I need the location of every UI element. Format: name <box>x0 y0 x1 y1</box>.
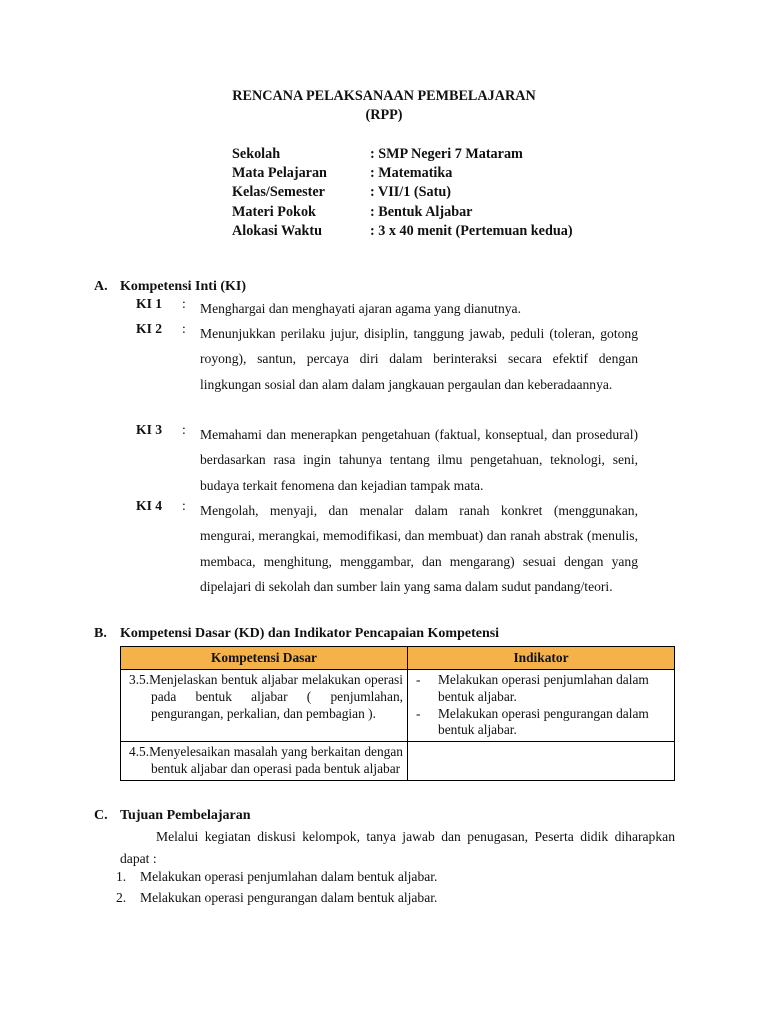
info-label: Mata Pelajaran <box>232 165 327 182</box>
info-row-time <box>232 222 573 241</box>
section-letter: A. <box>94 279 108 294</box>
indicator-cell <box>408 670 675 742</box>
indicator-dash: - <box>416 705 421 721</box>
list-item <box>116 887 437 908</box>
info-label: Alokasi Waktu <box>232 222 323 239</box>
goal-number: 2. <box>116 890 127 905</box>
indicator-cell <box>408 742 675 781</box>
info-label: Sekolah <box>232 146 281 162</box>
indicator-item <box>416 706 670 740</box>
info-value: : Matematika <box>370 165 453 182</box>
section-b-heading <box>94 626 499 642</box>
goal-number: 1. <box>116 869 127 884</box>
info-label: Kelas/Semester <box>232 184 325 201</box>
ki-colon: : <box>182 498 186 513</box>
info-row-class <box>232 183 573 202</box>
info-label: Materi Pokok <box>232 203 316 220</box>
indicator-dash: - <box>416 672 421 687</box>
info-value: : Bentuk Aljabar <box>370 203 473 220</box>
indicator-text: Melakukan operasi penjumlahan dalam bentuk aljabar. <box>438 672 649 704</box>
ki-code: KI 2 <box>136 321 163 336</box>
kd-indicator-table <box>120 646 675 781</box>
ki-text: Menghargai dan menghayati ajaran agama yang dianutnya. <box>200 301 521 316</box>
section-c-heading <box>94 808 251 824</box>
kd-text: 3.5.Menjelaskan bentuk aljabar melakukan operasi pada bentuk aljabar ( penjumlahan, pengurangan, perkalian, dan pembagian ). <box>129 672 403 721</box>
goal-text: Melakukan operasi pengurangan dalam bentuk aljabar. <box>140 890 438 905</box>
ki-text: Mengolah, menyaji, dan menalar dalam ranah konkret (menggunakan, mengurai, merangkai, memodifikasi, dan membuat) dan ranah abstrak (menulis, membaca, menghitung, menggambar, dan mengarang) sesuai dengan yang dipelajari di sekolah dan sumber lain yang sama dalam sudut pandang/teori. <box>200 503 638 594</box>
table-row <box>121 742 675 781</box>
info-value: : VII/1 (Satu) <box>370 184 451 201</box>
kd-cell <box>121 742 408 781</box>
table-header-row <box>121 647 675 670</box>
ki-colon: : <box>182 422 186 437</box>
section-a-heading <box>94 279 246 295</box>
info-value: : SMP Negeri 7 Mataram <box>370 146 523 162</box>
indicator-item <box>416 672 670 706</box>
section-title: Kompetensi Dasar (KD) dan Indikator Pencapaian Kompetensi <box>120 626 500 641</box>
list-item <box>116 866 437 887</box>
ki-text: Memahami dan menerapkan pengetahuan (faktual, konseptual, dan prosedural) berdasarkan rasa ingin tahunya tentang ilmu pengetahuan, teknologi, seni, budaya terkait fenomena dan kejadian tampak mata. <box>200 427 638 493</box>
ki-colon: : <box>182 296 186 311</box>
info-block <box>232 145 573 241</box>
ki-code: KI 4 <box>136 498 163 513</box>
info-row-school <box>232 145 573 164</box>
ki-colon: : <box>182 321 186 336</box>
info-value: : 3 x 40 menit (Pertemuan kedua) <box>370 222 573 239</box>
kd-cell <box>121 670 408 742</box>
goal-list <box>116 866 437 908</box>
info-row-subject <box>232 164 573 183</box>
objective-paragraph: Melalui kegiatan diskusi kelompok, tanya jawab dan penugasan, Peserta didik diharapkan dapat : <box>120 829 675 866</box>
document-subtitle: (RPP) <box>365 107 403 123</box>
kd-text: 4.5.Menyelesaikan masalah yang berkaitan dengan bentuk aljabar dan operasi pada bentuk aljabar <box>129 744 403 776</box>
goal-text: Melakukan operasi penjumlahan dalam bentuk aljabar. <box>140 869 438 884</box>
header-indikator: Indikator <box>408 647 675 670</box>
section-letter: C. <box>94 808 108 823</box>
section-letter: B. <box>94 626 107 641</box>
info-row-topic <box>232 203 573 222</box>
ki-code: KI 3 <box>136 422 163 437</box>
header-kompetensi-dasar: Kompetensi Dasar <box>121 647 408 670</box>
table-row <box>121 670 675 742</box>
document-title: RENCANA PELAKSANAAN PEMBELAJARAN <box>232 88 536 104</box>
section-title: Kompetensi Inti (KI) <box>120 279 246 294</box>
ki-text: Menunjukkan perilaku jujur, disiplin, tanggung jawab, peduli (toleran, gotong royong), santun, percaya diri dalam berinteraksi secara efektif dengan lingkungan sosial dan alam dalam jangkauan pergaulan dan keberadaannya. <box>200 326 638 392</box>
section-title: Tujuan Pembelajaran <box>120 808 251 823</box>
indicator-text: Melakukan operasi pengurangan dalam bentuk aljabar. <box>438 705 649 738</box>
ki-code: KI 1 <box>136 296 163 311</box>
